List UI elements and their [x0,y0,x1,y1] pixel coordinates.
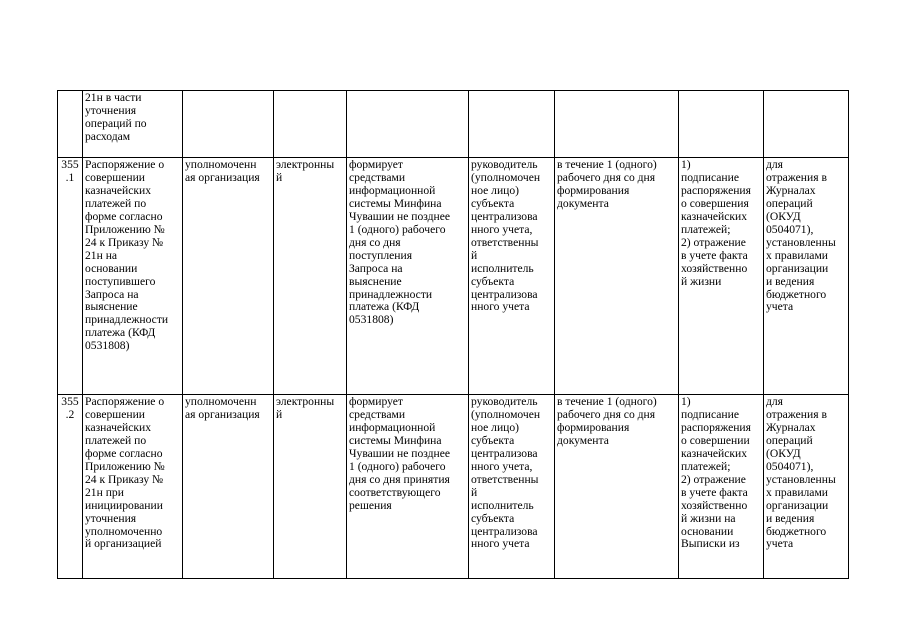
cell-text-line: принадлежности [85,313,169,327]
cell-text-line: в учете факта [681,485,748,499]
cell-text-line: Приложению № [85,459,165,473]
cell-text-line: в течение 1 (одного) [557,395,657,408]
cell-text-line: исполнитель [471,498,534,512]
cell-text-line: для [766,395,784,408]
cell-text-line: нного учета [471,537,530,551]
actions-cell [347,158,469,395]
cell-text-line: субъекта [471,196,515,210]
cell-text-line: й [471,248,478,262]
cell-text-line: Чувашии не позднее [349,209,451,223]
cell-text-line: нного учета, [471,459,533,473]
cell-text-line: хозяйственно [681,498,748,512]
cell-text-line: й организацией [85,537,162,551]
cell-text-line: средствами [349,170,406,184]
cell-text-line: .2 [65,407,75,421]
cell-text-line: поступившего [85,274,156,288]
performer-cell [183,395,274,579]
cell-text-line: ное лицо) [471,183,520,197]
result-cell [679,395,764,579]
cell-text-line: дня со дня [349,235,401,249]
cell-text-line: й [471,485,478,499]
cell-text-line: формирования [557,183,630,197]
cell-text-line: системы Минфина [349,433,442,447]
performer-cell [183,91,274,158]
cell-text-line: и ведения [766,511,815,525]
cell-text-line: операций по [85,116,147,130]
actions-cell [347,91,469,158]
cell-text-line: ая организация [185,170,260,184]
responsible-cell [469,158,555,395]
cell-text-line: казначейских [681,446,748,460]
cell-text-line: формирования [557,420,630,434]
cell-text-line: установленны [766,472,836,486]
deadline-cell [555,395,679,579]
cell-text-line: принадлежности [349,287,433,301]
cell-text-line: (ОКУД [766,209,801,223]
cell-text-line: совершении [85,407,145,421]
cell-text-line: ное лицо) [471,420,520,434]
form-cell [274,91,347,158]
cell-text-line: 1) [681,395,691,408]
cell-text-line: субъекта [471,274,515,288]
cell-text-line: операций [766,433,813,447]
result-cell [679,91,764,158]
cell-text-line: централизова [471,524,538,538]
cell-text-line: платежей; [681,222,731,236]
cell-text-line: й жизни на [681,511,736,525]
cell-text-line: основании [681,524,734,538]
cell-text-line: инициировании [85,498,163,512]
cell-text-line: Приложению № [85,222,165,236]
cell-text-line: платежей по [85,196,147,210]
cell-text-line: уточнения [85,511,137,525]
cell-text-line: 24 к Приказу № [85,235,164,249]
cell-text-line: соответствующего [349,485,441,499]
cell-text-line: отражения в [766,407,827,421]
cell-text-line: исполнитель [471,261,534,275]
cell-text-line: дня со дня принятия [349,472,450,486]
cell-text-line: средствами [349,407,406,421]
cell-text-line: 21н на [85,248,118,262]
cell-text-line: 21н при [85,485,124,499]
cell-text-line: руководитель [471,158,538,171]
table-row [58,395,849,579]
cell-text-line: операций [766,196,813,210]
cell-text-line: (ОКУД [766,446,801,460]
cell-text-line: (уполномочен [471,170,541,184]
cell-text-line: 1 (одного) рабочего [349,459,446,473]
cell-text-line: ответственны [471,472,539,486]
cell-text-line: Выписки из [681,537,740,551]
cell-text-line: нного учета [471,300,530,314]
cell-text-line: установленны [766,235,836,249]
cell-text-line: Журналах [766,420,816,434]
cell-text-line: 1) [681,158,691,171]
cell-text-line: 24 к Приказу № [85,472,164,486]
cell-text-line: форме согласно [85,446,163,460]
responsible-cell [469,395,555,579]
cell-text-line: распоряжения [681,420,751,434]
performer-cell [183,158,274,395]
cell-text-line: документа [557,196,609,210]
cell-text-line: уполномоченн [185,158,257,171]
cell-text-line: платежа (КФД [349,300,420,314]
cell-text-line: (уполномочен [471,407,541,421]
cell-text-line: электронны [276,395,335,408]
cell-text-line: поступления [349,248,413,262]
cell-text-line: учета [766,537,794,551]
cell-text-line: 21н в части [85,91,142,104]
cell-text-line: й жизни [681,274,722,288]
cell-text-line: информационной [349,420,436,434]
cell-text-line: субъекта [471,433,515,447]
cell-text-line: выяснение [85,300,138,314]
cell-text-line: форме согласно [85,209,163,223]
cell-text-line: учета [766,300,794,314]
document-cell [83,91,183,158]
cell-text-line: электронны [276,158,335,171]
cell-text-line: Чувашии не позднее [349,446,451,460]
form-cell [274,158,347,395]
cell-text-line: централизова [471,209,538,223]
cell-text-line: 0504071), [766,459,814,473]
cell-text-line: в учете факта [681,248,748,262]
cell-text-line: формирует [349,158,403,171]
cell-text-line: выяснение [349,274,402,288]
cell-text-line: бюджетного [766,287,827,301]
cell-text-line: й [276,170,283,184]
cell-text-line: 355 [61,395,79,408]
cell-text-line: решения [349,498,392,512]
result-cell [679,158,764,395]
cell-text-line: рабочего дня со дня [557,170,656,184]
deadline-cell [555,91,679,158]
cell-text-line: организации [766,261,829,275]
purpose-cell [764,158,849,395]
cell-text-line: подписание [681,170,739,184]
cell-text-line: казначейских [85,183,152,197]
responsible-cell [469,91,555,158]
cell-text-line: централизова [471,446,538,460]
cell-text-line: 0531808) [85,339,130,353]
cell-text-line: 355 [61,158,79,171]
cell-text-line: организации [766,498,829,512]
table-row [58,158,849,395]
cell-text-line: формирует [349,395,403,408]
cell-text-line: бюджетного [766,524,827,538]
cell-text-line: о совершении [681,433,750,447]
cell-text-line: Запроса на [349,261,403,275]
row-number-cell [58,395,83,579]
row-number-cell [58,158,83,395]
cell-text-line: 1 (одного) рабочего [349,222,446,236]
actions-cell [347,395,469,579]
cell-text-line: 0531808) [349,313,394,327]
document-cell [83,158,183,395]
cell-text-line: руководитель [471,395,538,408]
cell-text-line: в течение 1 (одного) [557,158,657,171]
cell-text-line: хозяйственно [681,261,748,275]
cell-text-line: уполномоченно [85,524,163,538]
cell-text-line: ответственны [471,235,539,249]
cell-text-line: подписание [681,407,739,421]
cell-text-line: рабочего дня со дня [557,407,656,421]
cell-text-line: Распоряжение о [85,395,165,408]
document-cell [83,395,183,579]
cell-text-line: 2) отражение [681,235,746,249]
table-row [58,91,849,158]
cell-text-line: х правилами [766,485,828,499]
cell-text-line: распоряжения [681,183,751,197]
cell-text-line: Распоряжение о [85,158,165,171]
cell-text-line: х правилами [766,248,828,262]
cell-text-line: информационной [349,183,436,197]
row-number-cell [58,91,83,158]
cell-text-line: и ведения [766,274,815,288]
cell-text-line: платежа (КФД [85,326,156,340]
cell-text-line: й [276,407,283,421]
cell-text-line: совершении [85,170,145,184]
cell-text-line: 2) отражение [681,472,746,486]
cell-text-line: .1 [65,170,75,184]
cell-text-line: казначейских [85,420,152,434]
cell-text-line: нного учета, [471,222,533,236]
cell-text-line: ая организация [185,407,260,421]
cell-text-line: для [766,158,784,171]
cell-text-line: уточнения [85,103,137,117]
cell-text-line: Запроса на [85,287,139,301]
purpose-cell [764,395,849,579]
cell-text-line: субъекта [471,511,515,525]
cell-text-line: отражения в [766,170,827,184]
cell-text-line: централизова [471,287,538,301]
cell-text-line: Журналах [766,183,816,197]
cell-text-line: казначейских [681,209,748,223]
deadline-cell [555,158,679,395]
cell-text-line: уполномоченн [185,395,257,408]
form-cell [274,395,347,579]
cell-text-line: системы Минфина [349,196,442,210]
cell-text-line: расходам [85,129,131,143]
document-table [57,90,849,579]
purpose-cell [764,91,849,158]
cell-text-line: платежей по [85,433,147,447]
cell-text-line: 0504071), [766,222,814,236]
cell-text-line: о совершения [681,196,749,210]
cell-text-line: платежей; [681,459,731,473]
cell-text-line: документа [557,433,609,447]
cell-text-line: основании [85,261,138,275]
